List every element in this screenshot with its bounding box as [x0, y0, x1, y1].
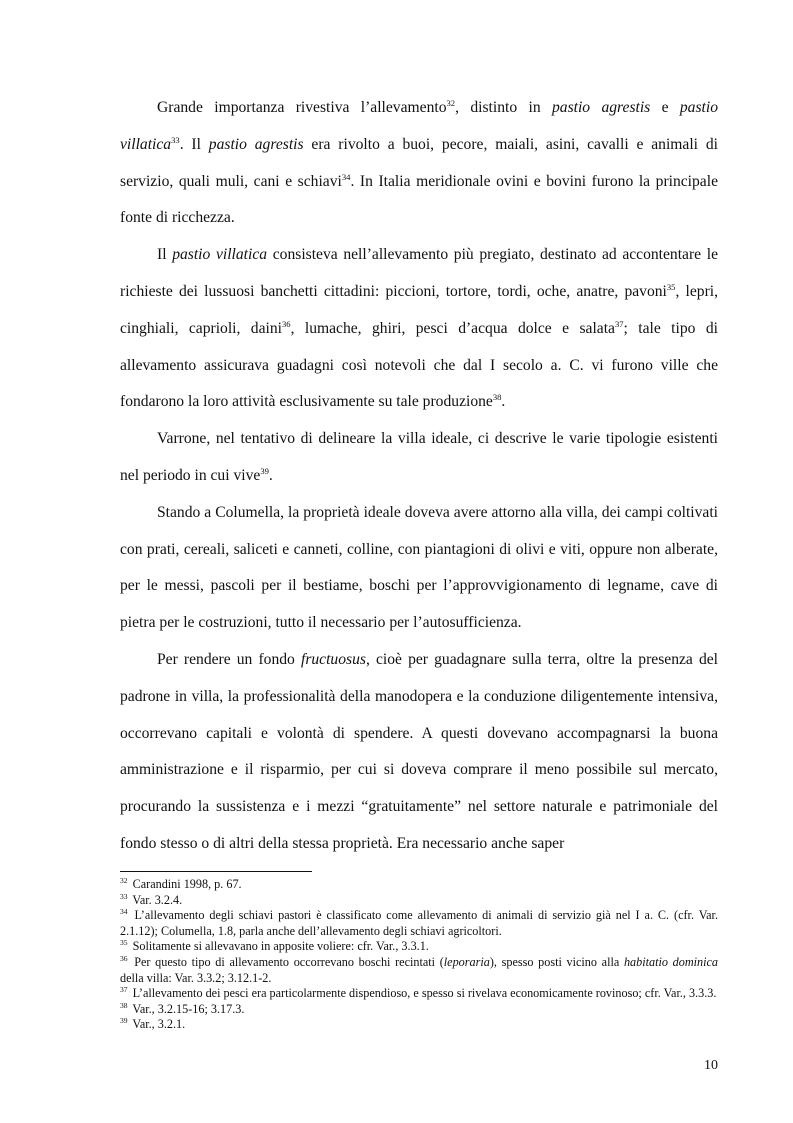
footnote-ref: 33 — [171, 134, 180, 145]
footnote-38 — [120, 1002, 718, 1018]
text-run: Per questo tipo di allevamento occorrevano boschi recintati ( — [129, 954, 444, 969]
text-run: Var., 3.2.1. — [129, 1017, 186, 1032]
footnote-ref: 37 — [614, 318, 624, 329]
footnote-ref: 34 — [341, 171, 351, 182]
text-run: . Il — [179, 135, 209, 153]
text-run: , lepri, cinghiali, caprioli, daini — [120, 282, 718, 337]
footnote-ref: 32 — [120, 875, 128, 885]
text-run: era rivolto a buoi, pecore, maiali, asini, cavalli e animali di servizio, quali muli, cani e schiavi — [120, 135, 718, 190]
footnote-34 — [120, 908, 718, 939]
footnote-ref: 36 — [281, 318, 291, 329]
page-number: 10 — [704, 1058, 718, 1073]
footnote-ref: 35 — [120, 938, 128, 948]
text-run: della villa: Var. 3.3.2; 3.12.1-2. — [120, 970, 272, 985]
text-run: Var. 3.2.4. — [129, 892, 183, 907]
text-run: Varrone, nel tentativo di delineare la villa ideale, ci descrive le varie tipologie esistenti nel periodo in cui vive — [120, 430, 718, 484]
text-run: L’allevamento dei pesci era particolarmente dispendioso, e spesso si rivelava economicamente rovinoso; cfr. Var., 3.3.3. — [129, 986, 717, 1001]
footnote-ref: 35 — [666, 281, 676, 292]
text-run: L’allevamento degli schiavi pastori è classificato come allevamento di animali di servizio già nel I a. C. (cfr. Var. 2.1.12); Columella, 1.8, parla anche dell’allevamento degli schiavi agricoltori. — [120, 908, 718, 938]
footnote-ref: 39 — [260, 465, 269, 476]
italic-text: pastio agrestis — [551, 99, 651, 116]
paragraph — [120, 642, 718, 863]
italic-text: pastio villatica — [120, 99, 718, 153]
text-run: Solitamente si allevavano in apposite voliere: cfr. Var., 3.3.1. — [129, 939, 429, 954]
text-run: , lumache, ghiri, pesci d’acqua dolce e salata — [290, 319, 615, 337]
footnote-ref: 36 — [120, 953, 128, 963]
italic-text: fructuosus — [300, 650, 366, 668]
paragraph — [120, 90, 718, 237]
body-text — [120, 90, 718, 863]
text-run: , cioè per guadagnare sulla terra, oltre la presenza del padrone in villa, la professionalità della manodopera e la conduzione diligentemente intensiva, occorrevano capitali e volontà di spendere. A questi dovevano accompagnarsi la buona amministrazione e il risparmio, per cui si doveva comprare il meno possibile sul mercato, procurando la sussistenza e i mezzi “gratuitamente” nel settore naturale e patrimoniale del fondo stesso o di altri della stessa proprietà. Era necessario anche saper — [120, 650, 718, 852]
footnote-35 — [120, 939, 718, 955]
text-run: Stando a Columella, la proprietà ideale doveva avere attorno alla villa, dei campi coltivati con prati, cereali, saliceti e canneti, colline, con piantagioni di olivi e viti, oppure non alberate, per le messi, pascoli per il bestiame, boschi per l’approvvigionamento di legname, cave di pietra per le costruzioni, tutto il necessario per l’autosufficienza. — [120, 503, 718, 632]
footnote-separator — [120, 871, 312, 872]
italic-text: leporaria — [443, 954, 490, 969]
footnote-37 — [120, 986, 718, 1002]
text-run: consisteva nell’allevamento più pregiato, destinato ad accontentare le richieste dei lussuosi banchetti cittadini: piccioni, tortore, tordi, oche, anatre, pavoni — [120, 246, 718, 300]
text-run: Carandini 1998, p. 67. — [129, 877, 242, 891]
footnote-ref: 33 — [120, 891, 128, 901]
footnote-ref: 38 — [492, 392, 502, 403]
footnote-33 — [120, 893, 718, 909]
footnote-ref: 38 — [120, 1000, 128, 1010]
text-run: Var., 3.2.15-16; 3.17.3. — [129, 1001, 245, 1016]
italic-text: pastio villatica — [172, 246, 268, 264]
text-run: Grande importanza rivestiva l’allevamento — [157, 99, 447, 116]
text-run: ), spesso posti vicino alla — [489, 954, 624, 969]
italic-text: pastio agrestis — [208, 135, 304, 153]
footnote-32 — [120, 877, 718, 893]
footnote-ref: 32 — [446, 97, 456, 108]
paragraph — [120, 237, 718, 421]
paragraph — [120, 421, 718, 495]
footnote-39 — [120, 1017, 718, 1033]
text-run: , distinto in — [455, 99, 552, 116]
text-run: Il — [157, 246, 173, 264]
footnote-ref: 37 — [120, 985, 128, 995]
text-run: . — [501, 393, 506, 411]
text-run: ; tale tipo di allevamento assicurava guadagni così notevoli che dal I secolo a. C. vi furono ville che fondarono la loro attività esclusivamente su tale produzione — [120, 319, 718, 411]
text-run: . In Italia meridionale ovini e bovini furono la principale fonte di ricchezza. — [120, 172, 718, 227]
footnote-ref: 34 — [120, 907, 128, 917]
italic-text: habitatio dominica — [623, 954, 719, 969]
footnote-ref: 39 — [120, 1016, 128, 1026]
paragraph — [120, 495, 718, 642]
text-run: Per rendere un fondo — [157, 650, 301, 668]
footnote-36 — [120, 955, 718, 986]
footnotes — [120, 877, 718, 1033]
text-run: e — [650, 99, 680, 116]
text-run: . — [268, 466, 273, 484]
